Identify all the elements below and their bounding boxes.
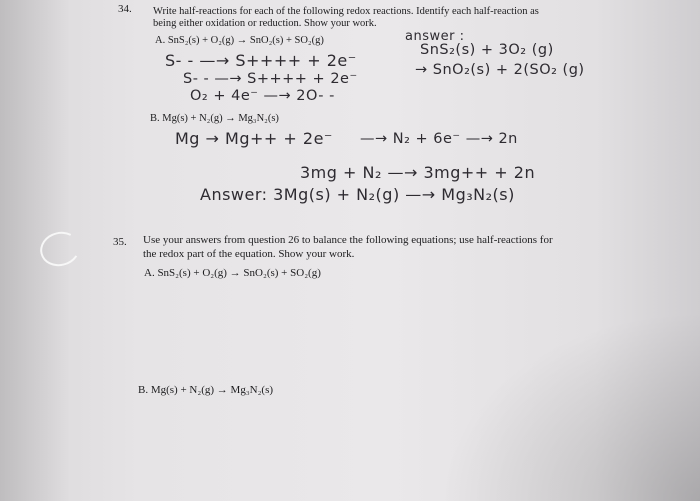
- q34-prompt-line1: Write half-reactions for each of the following redox reactions. Identify each half-reaction as: [153, 6, 539, 17]
- q34-answer-label: answer :: [405, 29, 465, 44]
- q35-number: 35.: [113, 236, 127, 248]
- q34-a-work-line3: O₂ + 4e⁻ —→ 2O- -: [190, 88, 335, 104]
- q34-part-b-equation: B. Mg(s) + N₂(g) → Mg₃N₂(s): [150, 113, 279, 124]
- q34-b-answer: Answer: 3Mg(s) + N₂(g) —→ Mg₃N₂(s): [200, 185, 515, 204]
- q35-prompt-line1: Use your answers from question 26 to balance the following equations; use half-reactions for: [143, 234, 553, 246]
- q34-b-work-line2: 3mg + N₂ —→ 3mg++ + 2n: [300, 163, 536, 182]
- q34-answer-line1: SnS₂(s) + 3O₂ (g): [420, 42, 554, 58]
- q35-part-b-equation: B. Mg(s) + N₂(g) → Mg₃N₂(s): [138, 384, 274, 396]
- q34-b-work-line1: Mg → Mg++ + 2e⁻: [175, 129, 333, 148]
- q35-part-a-equation: A. SnS₂(s) + O₂(g) → SnO₂(s) + SO₂(g): [144, 267, 321, 279]
- q34-a-work-line1: S- - —→ S++++ + 2e⁻: [165, 51, 357, 70]
- page-shadow-corner: [440, 311, 700, 501]
- q34-b-work-line1b: —→ N₂ + 6e⁻ —→ 2n: [360, 131, 518, 147]
- q35-prompt-line2: the redox part of the equation. Show your work.: [143, 248, 355, 260]
- q34-part-a-equation: A. SnS₂(s) + O₂(g) → SnO₂(s) + SO₂(g): [155, 35, 324, 46]
- q34-prompt-line2: being either oxidation or reduction. Show your work.: [153, 18, 377, 29]
- q34-number: 34.: [118, 3, 132, 15]
- q34-answer-line2: → SnO₂(s) + 2(SO₂ (g): [415, 62, 585, 78]
- q34-a-work-line2: S- - —→ S++++ + 2e⁻: [183, 71, 358, 87]
